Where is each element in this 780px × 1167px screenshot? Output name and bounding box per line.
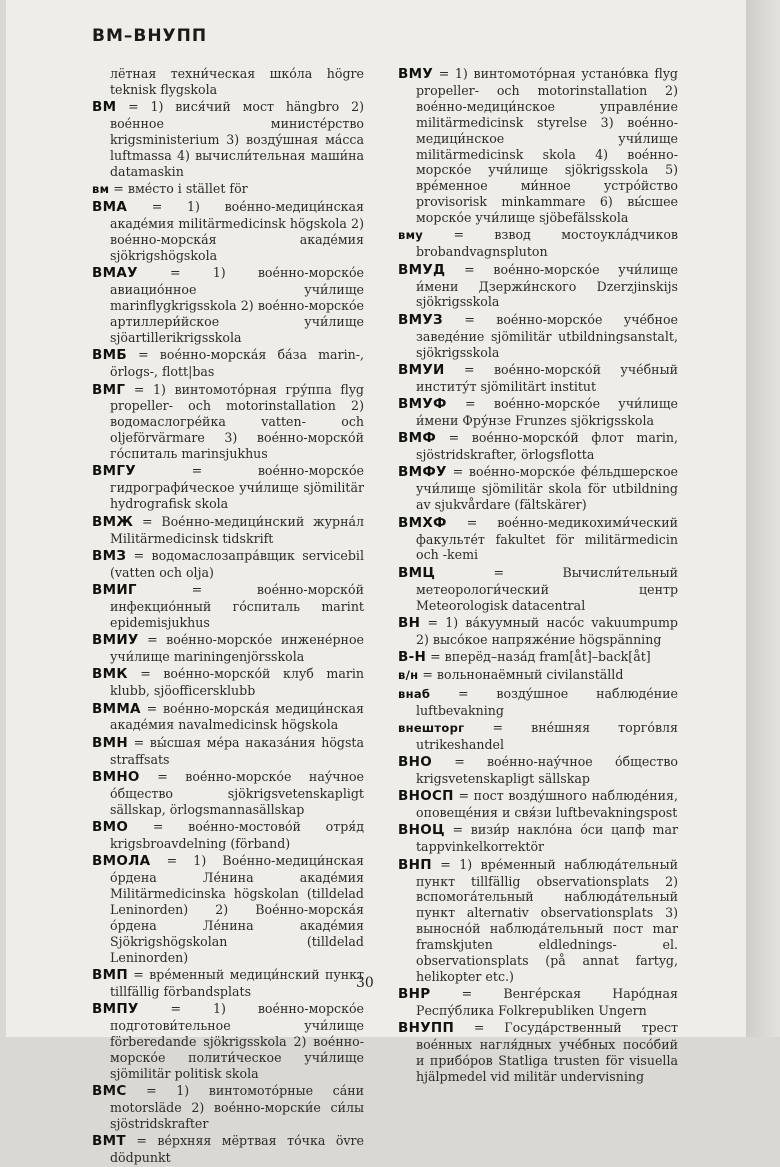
entry-abbreviation: ВМФУ	[398, 464, 447, 481]
dictionary-entry	[92, 1133, 364, 1166]
entry-definition: = вое́нно-морска́я ба́за marin-, örlogs-, flott|bas	[110, 347, 364, 380]
dictionary-entry	[398, 396, 678, 429]
dictionary-entry	[92, 548, 364, 581]
entry-definition: = 1) вре́менный наблюда́тельный пункт tillfällig observationsplats 2) вспомога́тельный наблюда́тельный пункт alternativ observationsplats 3) выносно́й наблюда́тельный пост mar framskjuten eldlednings- el. observationsplats (på annat fartyg, helikopter etc.)	[416, 856, 678, 984]
dictionary-entry	[92, 66, 364, 98]
dictionary-entry	[92, 769, 364, 818]
dictionary-entry	[398, 515, 678, 564]
entry-abbreviation: ВМС	[92, 1083, 127, 1100]
entry-definition: лётная техни́ческая шко́ла högre teknisk flygskola	[110, 66, 364, 97]
entry-abbreviation: ВНОСП	[398, 788, 454, 805]
entry-abbreviation: ВМГУ	[92, 463, 136, 480]
entry-abbreviation: ВМХФ	[398, 514, 447, 531]
dictionary-entry	[92, 265, 364, 346]
entry-abbreviation: внаб	[398, 686, 431, 701]
entry-definition: = взвод мостоукла́дчиков brobandvagnspluton	[416, 227, 678, 260]
dictionary-entry	[398, 686, 678, 719]
entry-definition: = вы́сшая ме́ра наказа́ния högsta straffsats	[110, 734, 364, 767]
entry-abbreviation: ВМГ	[92, 381, 126, 398]
entry-definition: = вперёд–наза́д fram[åt]–back[åt]	[430, 649, 651, 665]
entry-abbreviation: ВМЦ	[398, 564, 436, 581]
entry-definition: = возду́шное наблюде́ние luftbevakning	[416, 685, 678, 718]
entry-definition: = вме́сто i stället för	[113, 181, 248, 197]
dictionary-entry	[398, 565, 678, 614]
entry-abbreviation: ВМУФ	[398, 396, 447, 413]
dictionary-entry	[398, 430, 678, 463]
entry-abbreviation: ВМЖ	[92, 513, 134, 530]
dictionary-entry	[398, 262, 678, 311]
dictionary-entry	[398, 788, 678, 821]
page-number: 30	[356, 975, 374, 991]
entry-definition: = пост возду́шного наблюде́ния, оповеще́ния и свя́зи luftbevakningspost	[416, 788, 678, 821]
entry-abbreviation: ВМБ	[92, 347, 127, 364]
dictionary-entry	[92, 199, 364, 264]
dictionary-entry	[92, 99, 364, 180]
entry-definition: = водомаслозапра́вщик servicebil (vatten och olja)	[110, 547, 364, 580]
entry-abbreviation: ВМАУ	[92, 265, 138, 282]
entry-abbreviation: ВМ	[92, 99, 117, 116]
entry-definition: = вое́нно-морско́е нау́чное о́бщество sjökrigsvetenskapligt sällskap, örlogsmannasällskap	[110, 768, 364, 817]
dictionary-entry	[398, 720, 678, 753]
entry-definition: = Вычисли́тельный метеорологи́ческий центр Meteorologisk datacentral	[416, 564, 678, 613]
dictionary-entry	[398, 312, 678, 361]
right-column	[398, 66, 678, 1086]
page-header: ВМ–ВНУПП	[92, 26, 208, 46]
dictionary-entry	[92, 1001, 364, 1082]
entry-abbreviation: ВМНО	[92, 768, 140, 785]
entry-abbreviation: ВМО	[92, 819, 129, 836]
entry-abbreviation: ВНО	[398, 754, 432, 771]
entry-abbreviation: ВМУД	[398, 261, 446, 278]
dictionary-entry	[398, 667, 678, 684]
entry-definition: = вое́нно-морско́е учи́лище и́мени Дзержи́нского Dzerzjinskijs sjökrigsskola	[416, 261, 678, 310]
entry-abbreviation: В-Н	[398, 649, 427, 666]
entry-definition: = ве́рхняя мёртвая то́чка övre dödpunkt	[110, 1133, 364, 1166]
entry-definition: = вое́нно-морско́е уче́бное заведе́ние sjömilitär utbildningsanstalt, sjökrigsskola	[416, 311, 678, 360]
entry-definition: = 1) вое́нно-медици́нская акаде́мия militärmedicinsk högskola 2) вое́нно-морска́я акаде́мия sjökrigshögskola	[110, 199, 364, 264]
entry-abbreviation: ВМФ	[398, 430, 437, 447]
entry-abbreviation: ВМА	[92, 199, 128, 216]
entry-abbreviation: ВМИГ	[92, 582, 137, 598]
entry-abbreviation: ВМУИ	[398, 361, 445, 378]
dictionary-entry	[92, 701, 364, 734]
left-column	[92, 66, 364, 1167]
entry-definition: = вое́нно-морско́й инфекцио́нный го́спиталь marint epidemisjukhus	[110, 582, 364, 630]
entry-abbreviation: вм	[92, 182, 110, 197]
entry-abbreviation: ВНР	[398, 986, 431, 1003]
entry-definition: = вре́менный медици́нский пункт tillfällig förbandsplats	[110, 966, 364, 999]
dictionary-entry	[398, 464, 678, 513]
dictionary-entry	[92, 382, 364, 463]
entry-abbreviation: ВМУ	[398, 66, 434, 82]
entry-definition: = 1) вися́чий мост hängbro 2) вое́нное министе́рство krigsministerium 3) возду́шная ма́сса luftmassa 4) вычисли́тельная маши́на datamaskin	[110, 99, 364, 179]
entry-definition: = вое́нно-морско́е гидрографи́ческое учи́лище sjömilitär hydrografisk skola	[110, 463, 364, 512]
dictionary-entry	[92, 582, 364, 631]
entry-definition: = вое́нно-нау́чное о́бщество krigsvetenskapligt sällskap	[416, 754, 678, 786]
entry-definition: = вое́нно-морска́я медици́нская акаде́мия navalmedicinsk högskola	[110, 700, 364, 733]
entry-abbreviation: ВМН	[92, 734, 128, 751]
dictionary-entry	[92, 819, 364, 852]
entry-definition: = 1) винтомото́рная гру́ппа flyg propeller- och motorinstallation 2) водомаслогре́йка vatten- och oljeförvärmare 3) вое́нно-морско́й го́спиталь marinsjukhus	[110, 381, 364, 462]
dictionary-entry	[92, 463, 364, 512]
entry-definition: = 1) Вое́нно-медици́нская о́рдена Ле́нина акаде́мия Militärmedicinska högskolan (tilldelad Leninorden) 2) Вое́нно-морска́я о́рдена Ле́нина акаде́мия Sjökrigshögskolan (tilldelad Leninorden)	[110, 853, 364, 965]
entry-abbreviation: ВМОЛА	[92, 853, 151, 870]
entry-definition: = 1) винтомото́рная устано́вка flyg propeller- och motorinstallation 2) вое́нно-медици́нское управле́ние militärmedicinsk styrelse 3) вое́нно-медици́нское учи́лище militärmedicinsk skola 4) вое́нно-морско́е учи́лище sjökrigsskola 5) вре́менное ми́нное устро́йство provisorisk minkammare 6) вы́сшее морско́е учи́лище sjöbefälsskola	[416, 66, 678, 226]
entry-definition: = Госуда́рственный трест вое́нных нагля́дных уче́бных посо́бий и прибо́ров Statliga trusten för visuella hjälpmedel vid militär undervisning	[416, 1020, 678, 1085]
dictionary-entry	[398, 754, 678, 787]
entry-abbreviation: ВМИУ	[92, 632, 139, 649]
entry-abbreviation: ВНОЦ	[398, 822, 445, 839]
entry-abbreviation: ВМК	[92, 666, 128, 683]
dictionary-entry	[92, 967, 364, 1000]
entry-definition: = Вое́нно-медици́нский журна́л Militärmedicinsk tidskrift	[110, 513, 364, 546]
entry-definition: = вое́нно-медикохими́ческий факульте́т fakultet för militärmedicin och -kemi	[416, 514, 678, 563]
dictionary-entry	[92, 514, 364, 547]
entry-definition: = вое́нно-морско́й клуб marin klubb, sjöofficersklubb	[110, 666, 364, 699]
entry-abbreviation: ВН	[398, 614, 421, 631]
dictionary-entry	[398, 362, 678, 395]
dictionary-entry	[398, 615, 678, 648]
entry-abbreviation: ВМЗ	[92, 547, 127, 564]
dictionary-entry	[92, 632, 364, 665]
entry-abbreviation: ВММА	[92, 700, 141, 717]
dictionary-entry	[92, 181, 364, 198]
dictionary-entry	[398, 857, 678, 985]
dictionary-entry	[398, 227, 678, 260]
dictionary-entry	[92, 1083, 364, 1132]
dictionary-entry	[92, 735, 364, 768]
dictionary-entry	[92, 853, 364, 965]
entry-definition: = 1) вое́нно-морско́е подготови́тельное учи́лище förberedande sjökrigsskola 2) вое́нно-морско́е полити́ческое учи́лище sjömilitär politisk skola	[110, 1001, 364, 1081]
entry-definition: = вое́нно-мостово́й отря́д krigsbroavdelning (förband)	[110, 819, 364, 851]
dictionary-entry	[398, 1020, 678, 1085]
page-edge-shadow	[746, 0, 780, 1037]
dictionary-entry	[398, 649, 678, 666]
entry-definition: = 1) винтомото́рные са́ни motorsläde 2) вое́нно-морски́е си́лы sjöstridskrafter	[110, 1083, 364, 1131]
entry-definition: = вое́нно-морско́е инжене́рное учи́лище mariningenjörsskola	[110, 632, 364, 665]
entry-abbreviation: в/н	[398, 668, 419, 683]
entry-abbreviation: внешторг	[398, 720, 465, 735]
entry-abbreviation: ВМУЗ	[398, 311, 443, 328]
entry-abbreviation: ВНУПП	[398, 1020, 455, 1037]
dictionary-entry	[398, 822, 678, 855]
entry-definition: = вое́нно-морско́й флот marin, sjöstridskrafter, örlogsflotta	[416, 430, 678, 463]
dictionary-entry	[92, 347, 364, 380]
dictionary-entry	[398, 986, 678, 1019]
entry-definition: = вое́нно-морско́е учи́лище и́мени Фру́нзе Frunzes sjökrigsskola	[416, 396, 678, 428]
entry-definition: = 1) ва́куумный насо́с vakuumpump 2) высо́кое напряже́ние högspänning	[416, 614, 678, 647]
entry-abbreviation: ВМП	[92, 966, 128, 983]
entry-abbreviation: вму	[398, 228, 424, 243]
entry-definition: = вне́шняя торго́вля utrikeshandel	[416, 719, 678, 752]
entry-definition: = вое́нно-морско́й уче́бный институ́т sjömilitärt institut	[416, 361, 678, 394]
entry-definition: = вольнонаёмный civilanställd	[422, 667, 624, 683]
entry-definition: = 1) вое́нно-морско́е авиацио́нное учи́лище marinflygkrigsskola 2) вое́нно-морско́е артиллери́йское учи́лище sjöartillerikrigsskola	[110, 265, 364, 346]
entry-abbreviation: ВНП	[398, 856, 432, 873]
entry-definition: = Венге́рская Наро́дная Респу́блика Folkrepubliken Ungern	[416, 986, 678, 1019]
dictionary-entry	[398, 66, 678, 226]
entry-definition: = вое́нно-морско́е фе́льдшерское учи́лище sjömilitär skola för utbildning av sjukvårdare (fältskärer)	[416, 464, 678, 513]
entry-abbreviation: ВМТ	[92, 1133, 126, 1150]
entry-abbreviation: ВМПУ	[92, 1001, 139, 1018]
dictionary-entry	[92, 666, 364, 699]
entry-definition: = визи́р накло́на о́си цапф mar tappvinkelkorrektör	[416, 822, 678, 855]
